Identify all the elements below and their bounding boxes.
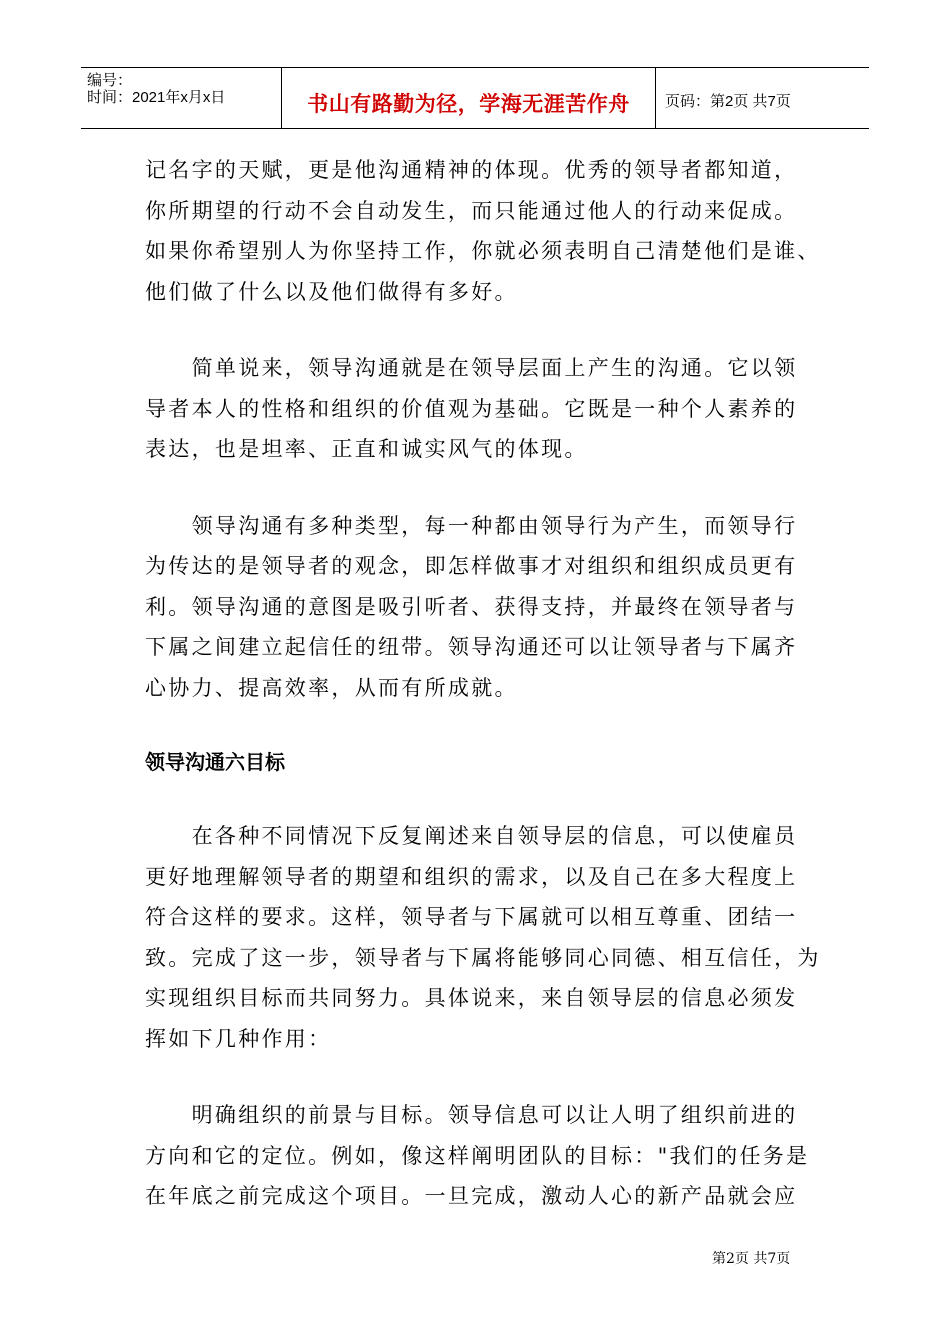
text-line: 在各种不同情况下反复阐述来自领导层的信息，可以使雇员 [145, 824, 798, 848]
section-heading: 领导沟通六目标 [145, 750, 285, 774]
page-footer: 第2页 共7页 [712, 1251, 791, 1267]
text-line: 他们做了什么以及他们做得有多好。 [145, 279, 518, 304]
text-line: 如果你希望别人为你坚持工作，你就必须表明自己清楚他们是谁、 [145, 239, 821, 263]
paragraph [145, 816, 825, 1059]
header-page-cell [655, 68, 869, 128]
document-body [145, 150, 825, 1217]
text-line: 方向和它的定位。例如，像这样阐明团队的目标："我们的任务是 [145, 1143, 810, 1168]
paragraph [145, 1095, 825, 1217]
paragraph [145, 506, 825, 709]
motto: 书山有路勤为径，学海无涯苦作舟 [307, 92, 630, 116]
text-line: 符合这样的要求。这样，领导者与下属就可以相互尊重、团结一 [145, 905, 798, 929]
header-meta [81, 68, 281, 128]
text-line: 你所期望的行动不会自动发生，而只能通过他人的行动来促成。 [145, 198, 798, 223]
text-line: 导者本人的性格和组织的价值观为基础。它既是一种个人素养的 [145, 396, 798, 421]
page-header [81, 67, 869, 129]
text-line: 下属之间建立起信任的纽带。领导沟通还可以让领导者与下属齐 [145, 635, 798, 659]
paragraph [145, 150, 825, 312]
header-page-label: 页码：第2页 共7页 [665, 93, 791, 110]
header-motto-cell [281, 68, 656, 128]
paragraph [145, 348, 825, 470]
text-line: 挥如下几种作用： [145, 1026, 332, 1051]
text-line: 在年底之前完成这个项目。一旦完成，激动人心的新产品就会应 [145, 1184, 798, 1208]
text-line: 为传达的是领导者的观念，即怎样做事才对组织和组织成员更有 [145, 554, 798, 578]
date-label: 时间：2021年x月x日 [87, 89, 226, 106]
text-line: 利。领导沟通的意图是吸引听者、获得支持，并最终在领导者与 [145, 594, 798, 619]
text-line: 实现组织目标而共同努力。具体说来，来自领导层的信息必须发 [145, 986, 798, 1010]
text-line: 更好地理解领导者的期望和组织的需求，以及自己在多大程度上 [145, 864, 798, 889]
text-line: 记名字的天赋，更是他沟通精神的体现。优秀的领导者都知道， [145, 158, 798, 182]
text-line: 领导沟通有多种类型，每一种都由领导行为产生，而领导行 [145, 513, 798, 538]
number-label: 编号： [87, 72, 133, 89]
text-line: 心协力、提高效率，从而有所成就。 [145, 675, 518, 700]
text-line: 简单说来，领导沟通就是在领导层面上产生的沟通。它以领 [145, 356, 798, 380]
text-line: 明确组织的前景与目标。领导信息可以让人明了组织前进的 [145, 1103, 798, 1127]
text-line: 表达，也是坦率、正直和诚实风气的体现。 [145, 437, 588, 461]
text-line: 致。完成了这一步，领导者与下属将能够同心同德、相互信任，为 [145, 945, 821, 970]
